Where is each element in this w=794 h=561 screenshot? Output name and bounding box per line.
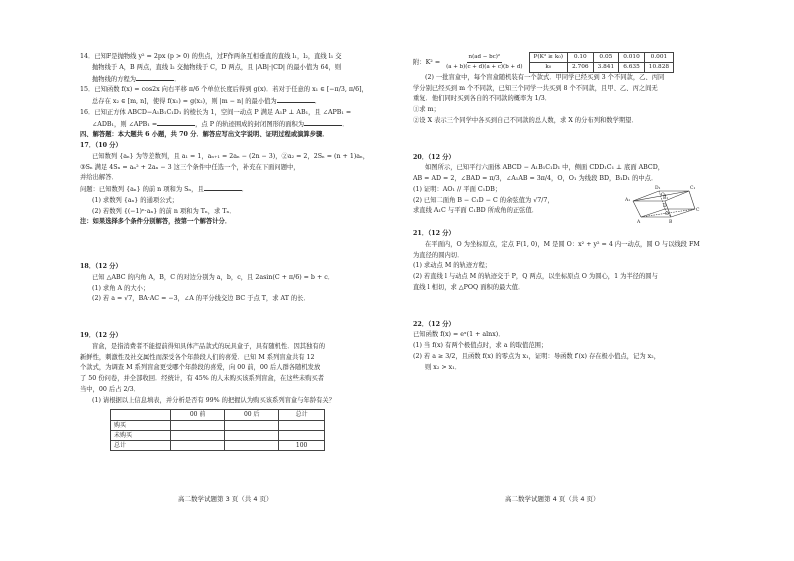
table-cell: 0.10: [567, 53, 593, 63]
label-c: C: [696, 208, 700, 213]
table-cell: 0.010: [619, 53, 645, 63]
question-19-part2: (2) 一批盲盒中，每个盲盒随机装有一个款式．甲同学已经买到 3 个不同款，乙、丙同: [425, 73, 665, 81]
question-15-line2: 总存在 x₂ ∈ [m, n]，使得 f(x₁) = g(x₂)，则 |m − n| 的最小值为 ．: [92, 98, 322, 105]
table-cell: 100: [279, 441, 325, 451]
table-cell: 购买: [111, 420, 171, 430]
question-19-title: 19．（12 分）: [80, 332, 122, 339]
question-18-part1: (1) 求角 A 的大小；: [92, 284, 150, 292]
question-22-part2-line2: 则 x₂ > x₁．: [425, 363, 462, 371]
table-cell: [279, 420, 325, 430]
page-footer-left: 高二数学试题第 3 页（共 4 页）: [178, 495, 273, 503]
table-cell: 0.05: [593, 53, 619, 63]
question-21-title: 21．（12 分）: [413, 230, 455, 238]
question-19-part2-line3: 重复．他们同时买到各自的不同款的概率为 1/3．: [413, 95, 552, 103]
left-page: [80, 52, 405, 451]
k2-fraction: [446, 53, 522, 71]
question-21-line1: 在平面内，O 为坐标原点，定点 F(1, 0)，M 是圆 O：x² + y² = 4 内一动点，圆 O 与以线段 FM: [425, 240, 700, 248]
table-header-cell: 00 前: [171, 410, 225, 420]
question-17-part1: (1) 求数列 {aₙ} 的通项公式；: [92, 196, 179, 204]
question-21-part1: (1) 求动点 M 的轨迹方程；: [413, 262, 492, 270]
label-a: A: [637, 220, 641, 225]
question-17-line1: 已知数列 {aₙ} 为等差数列，且 a₁ = 1，aₙ₊₁ = 2aₙ − (2n − 3)，②a₂ = 2，2Sₙ = (n + 1)aₙ，: [92, 152, 370, 160]
answer-blank: [136, 74, 174, 81]
answer-blank: [204, 184, 242, 191]
question-19-line5: 当中，00 后占 2/3．: [80, 385, 140, 393]
question-14-line3: 抛物线的方程为 ．: [92, 75, 181, 83]
question-19-line3: 个款式，为调查 M 系列盲盒更受哪个年龄段的喜爱，向 00 前，00 后人群各随机发放: [80, 364, 321, 372]
table-row: [529, 53, 674, 63]
label-d1: D₁: [655, 186, 661, 191]
table-cell: 总计: [111, 441, 171, 451]
question-17-line3: 并给出解答．: [80, 174, 118, 182]
question-19-sub1: ①求 m；: [413, 106, 440, 114]
question-22-title: 22．（12 分）: [413, 320, 455, 328]
question-22-part2: (2) 若 a ≥ 3/2，且函数 f(x) 的零点为 x₁，证明：导函数 f′(x) 存在极小值点，记为 x₂，: [413, 352, 660, 360]
table-cell: 未购买: [111, 430, 171, 440]
question-19-sub2: ②设 X 表示三个同学中各买到自己不同款的总人数，求 X 的分布列和数学期望．: [413, 116, 638, 124]
question-18-part2: (2) 若 a = √7，BA·AC = −3，∠A 的平分线交边 BC 于点 T，求 AT 的长．: [92, 295, 310, 303]
table-cell: [279, 430, 325, 440]
label-c1: C₁: [690, 186, 696, 191]
table-cell: [171, 430, 225, 440]
label-o: O: [665, 212, 669, 217]
table-row: [111, 430, 325, 440]
question-15: 15．已知函数 f(x) = cos2x 向右平移 π/6 个单位长度后得到 g(x)．若对于任意的 x₁ ∈ [−π/3, π/6]，: [80, 86, 368, 94]
question-19-part2-line2: 学分别已经买到 m 个不同款，已知三个同学一共买到 8 个不同款，且甲、乙、丙之间无: [413, 84, 658, 92]
table-header-row: [111, 410, 325, 420]
label-o1: O₁: [661, 193, 667, 198]
table-cell: [225, 441, 279, 451]
k2-formula-row: [413, 52, 703, 73]
question-20-title: 20．（12 分）: [413, 153, 455, 161]
k2-denominator: (a + b)(c + d)(a + c)(b + d): [446, 63, 523, 70]
section-heading: 四、解答题：本大题共 6 小题，共 70 分．解答应写出文字说明、证明过程或演算步骤．: [80, 131, 329, 139]
question-20-line1: 如图所示，已知平行六面体 ABCD − A₁B₁C₁D₁ 中，侧面 CDD₁C₁ ⊥ 底面 ABCD，: [425, 164, 665, 172]
question-17-line4: 问题：已知数列 {aₙ} 的前 n 项和为 Sₙ，且 ．: [80, 186, 249, 193]
page-footer-right: 高二数学试题第 4 页（共 4 页）: [505, 495, 600, 503]
question-17-line2: ③Sₙ 满足 4Sₙ = aₙ² + 2aₙ − 3 这三个条件中任选一个，补充在下面问题中，: [80, 163, 300, 171]
table-cell: [171, 441, 225, 451]
answer-blank: [277, 96, 315, 103]
question-20-line2: AB = AD = 2，∠BAD = π/3，∠A₁AB = 3π/4，O，O₁ 为线段 BD，B₁D₁ 的中点．: [413, 175, 658, 183]
table-header-cell: 00 后: [225, 410, 279, 420]
question-18-title: 18．（12 分）: [80, 263, 122, 270]
question-18-line1: 已知 △ABC 的内角 A，B，C 的对边分别为 a，b，c，且 2asin(C + π/6) = b + c．: [92, 273, 335, 281]
question-17-title: 17．（10 分）: [80, 142, 122, 149]
label-b: B: [669, 220, 673, 225]
right-page: [413, 52, 703, 373]
question-16: 16．已知正方体 ABCD−A₁B₁C₁D₁ 的棱长为 1，空间一动点 P 满足 A₁P ⊥ AB₁，且 ∠APB₁ =: [80, 108, 352, 116]
table-cell: [171, 420, 225, 430]
table-cell: 0.001: [644, 53, 673, 63]
question-22-line1: 已知函数 f(x) = eˣ(1 + alnx)．: [413, 331, 505, 339]
question-20-part2-line2: 求直线 A₁C 与平面 C₁BD 所成角的正弦值．: [413, 207, 539, 215]
question-17-part2: (2) 若数列 {(−1)ⁿ·aₙ} 的前 n 项和为 Tₙ，求 Tₙ．: [92, 207, 236, 215]
answer-blank: [157, 119, 195, 126]
table-header-cell: 总计: [279, 410, 325, 420]
table-cell: 2.706: [567, 62, 593, 72]
question-21-line2: 为直径的圆内切．: [413, 251, 464, 259]
question-20-part2: (2) 已知二面角 B − C₁D − C 的余弦值为 √7/7，: [413, 196, 554, 204]
question-20-part1: (1) 证明：AO₁ // 平面 C₁DB；: [413, 185, 502, 193]
table-header-cell: [111, 410, 171, 420]
table-cell: 3.841: [593, 62, 619, 72]
question-19-line4: 了 50 份问卷，并全部收回．经统计，有 45% 的人未购买该系列盲盒，在这些未购买者: [80, 375, 325, 382]
question-21-part2-line2: 直线 l 相切，求 △POQ 面积的最大值．: [413, 283, 525, 291]
label-b1: B₁: [663, 196, 669, 201]
k2-label: 附：K² =: [413, 58, 441, 66]
question-19-line2: 新鲜性，刺激性及社交属性而深受各个年龄段人们的喜爱．已知 M 系列盲盒共有 12: [80, 353, 315, 361]
question-14-line2: 抛物线于 A，B 两点，直线 l₂ 交抛物线于 C，D 两点，且 |AB|·|CD| 的最小值为 64，则: [92, 63, 342, 71]
question-22-part1: (1) 当 f(x) 有两个极值点时，求 a 的取值范围；: [413, 342, 548, 350]
contingency-table: [110, 409, 325, 451]
table-cell: k₀: [529, 62, 567, 72]
question-19-part1: (1) 请根据以上信息填表，并分析是否有 99% 的把握认为购买该系列盲盒与年龄有关？: [92, 396, 336, 404]
question-14: 14．已知F是抛物线 y² = 2px (p > 0) 的焦点，过F作两条互相垂直的直线 l₁，l₂，直线 l₁ 交: [80, 53, 342, 60]
answer-blank: [304, 119, 342, 126]
k2-numerator: n(ad − bc)²: [467, 53, 503, 63]
parallelepiped-figure: [625, 177, 703, 227]
table-row: [529, 62, 674, 72]
question-17-note: 注：如果选择多个条件分别解答，按第一个解答计分．: [80, 218, 232, 226]
question-16-line2: ∠ADB₁，则 ∠APB₁ = ，点 P 的轨迹围成的封闭图形的面积为 ．: [92, 120, 349, 128]
table-row: [111, 441, 325, 451]
table-cell: [225, 430, 279, 440]
table-cell: 10.828: [644, 62, 673, 72]
label-a1: A₁: [625, 198, 631, 203]
table-row: [111, 420, 325, 430]
question-21-part2: (2) 若直线 l 与动点 M 的轨迹交于 P，Q 两点，以坐标原点 O 为圆心，1 为半径的圆与: [413, 273, 658, 281]
table-cell: P(K² ≥ k₀): [529, 53, 567, 63]
table-cell: 6.635: [619, 62, 645, 72]
table-cell: [225, 420, 279, 430]
critical-value-table: [529, 52, 675, 73]
label-d: D: [663, 204, 667, 209]
question-19-line1: 盲盒，是指消费者不能提前得知具体产品款式的玩具盒子，具有随机性．因其独有的: [92, 342, 325, 350]
